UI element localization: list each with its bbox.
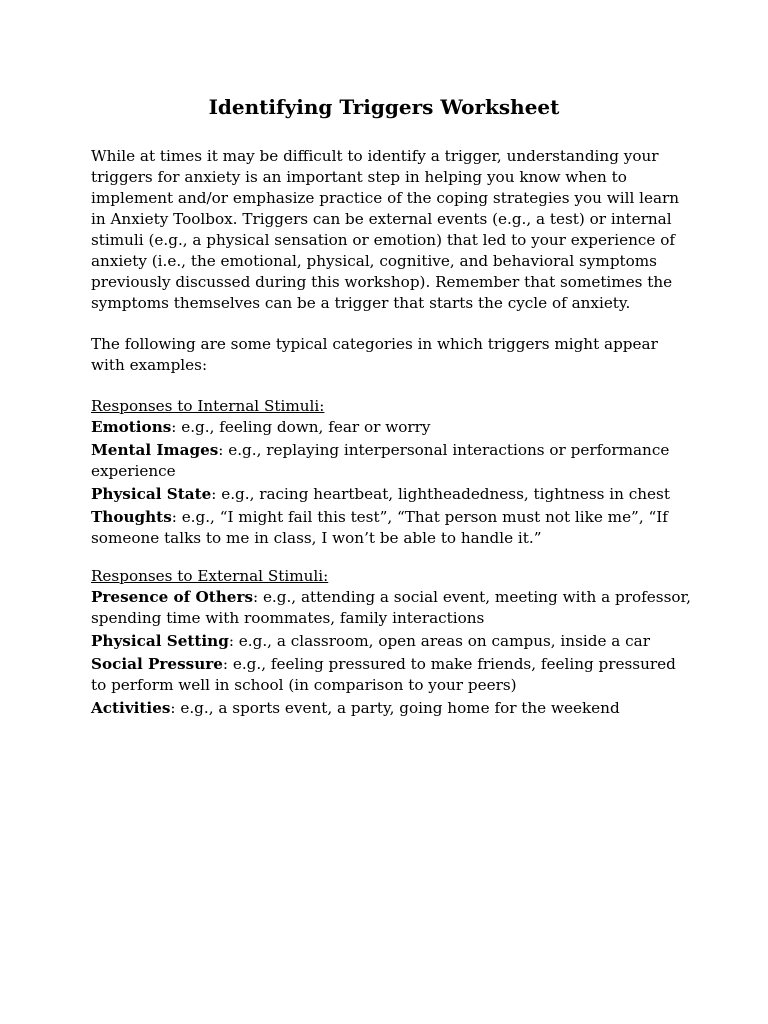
- item-description: : e.g., racing heartbeat, lightheadedness, tightness in chest: [211, 485, 670, 503]
- section-heading-internal: Responses to Internal Stimuli:: [91, 397, 325, 415]
- section-heading-external: Responses to External Stimuli:: [91, 567, 329, 585]
- item-term: Mental Images: [91, 441, 219, 459]
- item-term: Emotions: [91, 418, 172, 436]
- item-description: : e.g., attending a social event, meeting with a professor, spending time with roommates, family interactions: [91, 588, 691, 627]
- item-term: Presence of Others: [91, 588, 253, 606]
- list-item-emotions: [91, 417, 691, 438]
- list-item-social-pressure: [91, 654, 691, 696]
- list-item-thoughts: [91, 507, 691, 549]
- list-item-mental-images: [91, 440, 691, 482]
- item-description: : e.g., “I might fail this test”, “That person must not like me”, “If someone talks to me in class, I won’t be able to handle it.”: [91, 508, 668, 547]
- item-description: : e.g., feeling pressured to make friends, feeling pressured to perform well in school (in comparison to your peers): [91, 655, 676, 694]
- page-title: Identifying Triggers Worksheet: [208, 95, 560, 119]
- item-term: Activities: [91, 699, 171, 717]
- item-description: : e.g., a classroom, open areas on campus, inside a car: [228, 632, 650, 650]
- item-term: Thoughts: [91, 508, 172, 526]
- internal-stimuli-section: [91, 396, 691, 549]
- external-stimuli-section: [91, 566, 691, 719]
- worksheet-page: [91, 92, 691, 736]
- item-term: Social Pressure: [91, 655, 223, 673]
- item-description: : e.g., replaying interpersonal interactions or performance experience: [91, 441, 670, 480]
- list-item-physical-state: [91, 484, 691, 505]
- list-item-activities: [91, 698, 691, 719]
- list-item-presence-of-others: [91, 587, 691, 629]
- item-term: Physical State: [91, 485, 212, 503]
- item-term: Physical Setting: [91, 632, 229, 650]
- item-description: : e.g., a sports event, a party, going home for the weekend: [170, 699, 620, 717]
- item-description: : e.g., feeling down, fear or worry: [171, 418, 431, 436]
- categories-intro-paragraph: The following are some typical categories in which triggers might appear with examples:: [91, 335, 658, 374]
- list-item-physical-setting: [91, 631, 691, 652]
- intro-paragraph: While at times it may be difficult to identify a trigger, understanding your triggers for anxiety is an important step in helping you know when to implement and/or emphasize practice of the coping strategies you will learn in Anxiety Toolbox. Triggers can be external events (e.g., a test) or internal stimuli (e.g., a physical sensation or emotion) that led to your experience of anxiety (i.e., the emotional, physical, cognitive, and behavioral symptoms previously discussed during this workshop). Remember that sometimes the symptoms themselves can be a trigger that starts the cycle of anxiety.: [91, 147, 680, 312]
